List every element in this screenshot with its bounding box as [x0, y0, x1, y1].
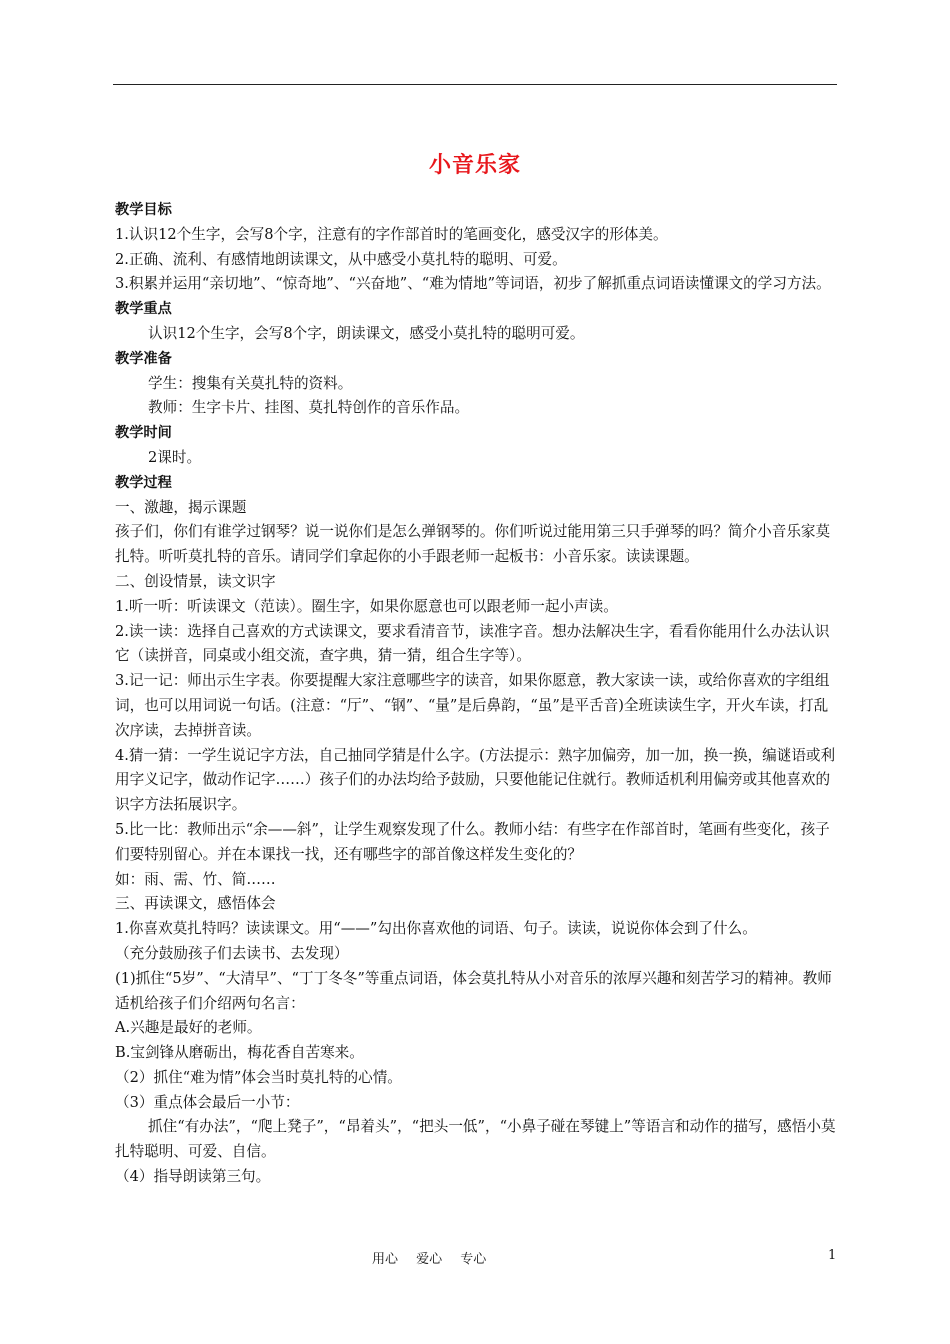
page-number: 1 [828, 1248, 837, 1263]
paragraph: （2）抓住“难为情”体会当时莫扎特的心情。 [115, 1068, 402, 1086]
paragraph: 1.你喜欢莫扎特吗？读读课文。用“——”勾出你喜欢他的词语、句子。读读，说说你体会到了什么。 [115, 920, 757, 938]
document-body [115, 198, 837, 1190]
header-rule [113, 84, 837, 85]
paragraph: 1.认识12个生字，会写8个字，注意有的字作部首时的笔画变化，感受汉字的形体美。 [115, 225, 668, 243]
paragraph: 4.猜一猜：一学生说记字方法，自己抽同学猜是什么字。(方法提示：熟字加偏旁，加一加，换一换，编谜语或利用字义记字，做动作记字……）孩子们的办法均给予鼓励，只要他能记住就行。教师适机利用偏旁或其他喜欢的识字方法拓展识字。 [115, 746, 836, 814]
paragraph: 1.听一听：听读课文（范读）。圈生字，如果你愿意也可以跟老师一起小声读。 [115, 597, 618, 615]
paragraph: （充分鼓励孩子们去读书、去发现） [115, 944, 349, 962]
paragraph: 2课时。 [148, 448, 202, 466]
heading-key-points: 教学重点 [115, 301, 172, 318]
paragraph: 认识12个生字，会写8个字，朗读课文，感受小莫扎特的聪明可爱。 [148, 324, 585, 342]
paragraph: 3.记一记：师出示生字表。你要提醒大家注意哪些字的读音，如果你愿意，教大家读一读，或给你喜欢的字组组词，也可以用词说一句话。(注意：“厅”、“钢”、“量”是后鼻韵，“虽”是平舌音)全班读读生字，开火车读，打乱次序读，去掉拼音读。 [115, 672, 830, 739]
paragraph: 孩子们，你们有谁学过钢琴？说一说你们是怎么弹钢琴的。你们听说过能用第三只手弹琴的吗？简介小音乐家莫扎特。听听莫扎特的音乐。请同学们拿起你的小手跟老师一起板书：小音乐家。读读课题。 [115, 523, 831, 566]
paragraph: 学生：搜集有关莫扎特的资料。 [148, 374, 353, 392]
heading-time: 教学时间 [115, 425, 172, 442]
paragraph: 2.正确、流利、有感情地朗读课文，从中感受小莫扎特的聪明、可爱。 [115, 250, 567, 268]
paragraph: 2.读一读：选择自己喜欢的方式读课文，要求看清音节，读准字音。想办法解决生字，看看你能用什么办法认识它（读拼音，同桌或小组交流，查字典，猜一猜，组合生字等）。 [115, 622, 830, 665]
paragraph: 抓住“有办法”，“爬上凳子”，“昂着头”，“把头一低”，“小鼻子碰在琴键上”等语言和动作的描写，感悟小莫扎特聪明、可爱、自信。 [115, 1118, 836, 1161]
footer-motto: 用心 爱心 专心 [372, 1252, 487, 1267]
paragraph: 如：雨、需、竹、简…… [115, 870, 276, 888]
paragraph: 5.比一比：教师出示“余——斜”，让学生观察发现了什么。教师小结：有些字在作部首时，笔画有些变化，孩子们要特别留心。并在本课找一找，还有哪些字的部首像这样发生变化的？ [115, 820, 830, 863]
paragraph: A.兴趣是最好的老师。 [115, 1019, 262, 1037]
heading-preparation: 教学准备 [115, 350, 172, 367]
page-title: 小音乐家 [428, 153, 521, 178]
heading-process: 教学过程 [115, 474, 172, 491]
paragraph: 教师：生字卡片、挂图、莫扎特创作的音乐作品。 [148, 399, 470, 417]
paragraph: （4）指导朗读第三句。 [115, 1168, 271, 1186]
paragraph: 3.积累并运用“亲切地”、“惊奇地”、“兴奋地”、“难为情地”等词语，初步了解抓重点词语读懂课文的学习方法。 [115, 275, 831, 293]
heading-goals: 教学目标 [115, 202, 172, 218]
section-heading: 二、创设情景，读文识字 [115, 572, 276, 590]
paragraph: （3）重点体会最后一小节： [115, 1093, 300, 1111]
section-heading: 一、激趣，揭示课题 [115, 498, 247, 516]
section-heading: 三、再读课文，感悟体会 [115, 895, 276, 913]
paragraph: B.宝剑锋从磨砺出，梅花香自苦寒来。 [115, 1044, 364, 1062]
paragraph: (1)抓住“5岁”、“大清早”、“丁丁冬冬”等重点词语，体会莫扎特从小对音乐的浓厚兴趣和刻苦学习的精神。教师适机给孩子们介绍两句名言： [115, 969, 832, 1012]
